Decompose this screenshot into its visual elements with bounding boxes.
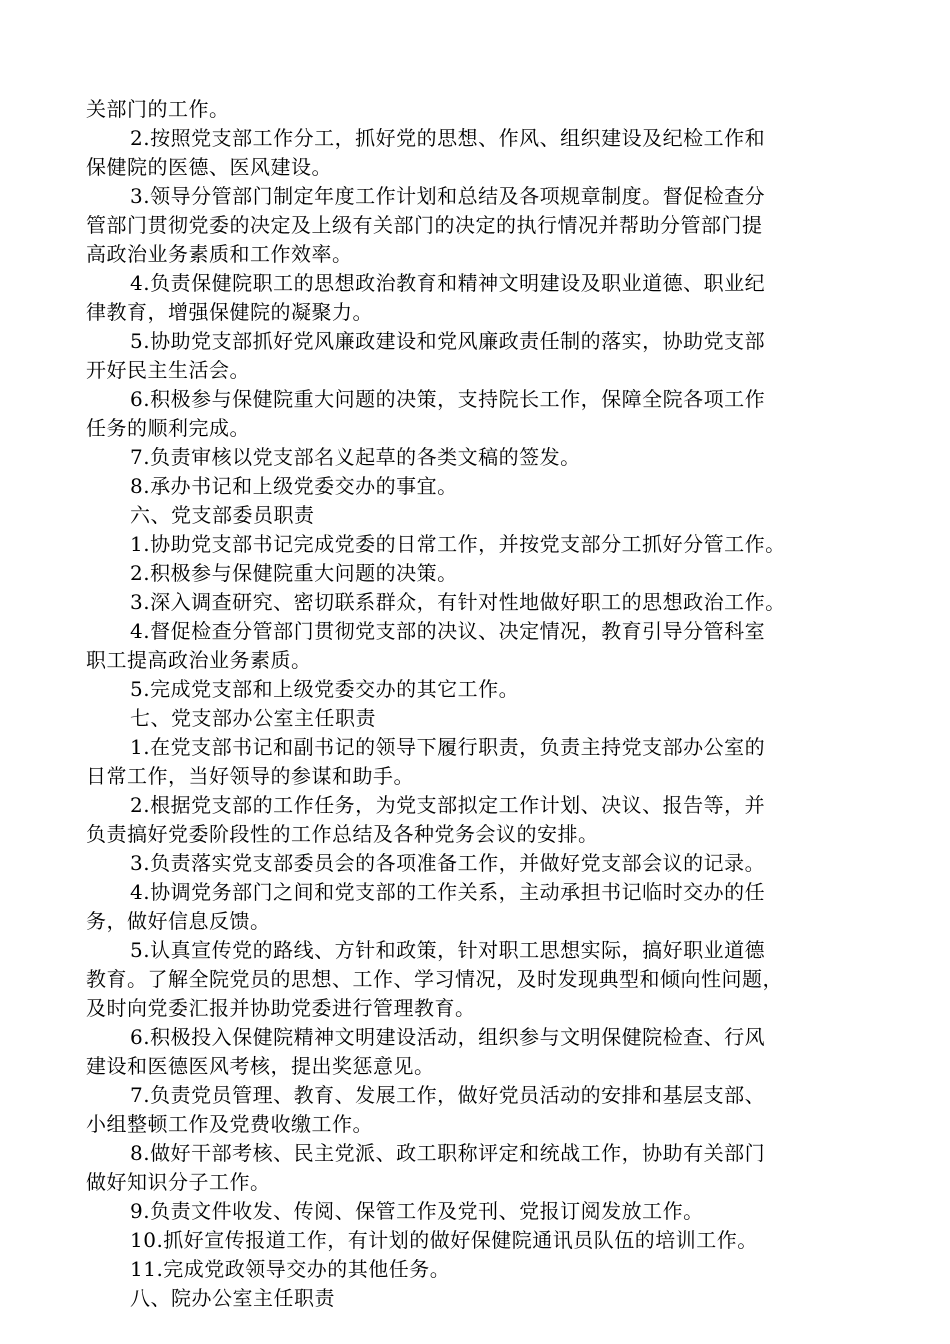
text-line: 3.深入调查研究、密切联系群众，有针对性地做好职工的思想政治工作。 (130, 590, 786, 614)
text-line: 7.负责审核以党支部名义起草的各类文稿的签发。 (130, 445, 581, 469)
document-body (86, 95, 886, 1313)
text-line: 开好民主生活会。 (86, 358, 250, 382)
text-line: 小组整顿工作及党费收缴工作。 (86, 1112, 373, 1136)
text-line: 1.协助党支部书记完成党委的日常工作，并按党支部分工抓好分管工作。 (130, 532, 786, 556)
text-line: 做好知识分子工作。 (86, 1170, 271, 1194)
text-line: 保健院的医德、医风建设。 (86, 155, 332, 179)
text-line: 务，做好信息反馈。 (86, 909, 271, 933)
text-line: 5.认真宣传党的路线、方针和政策，针对职工思想实际，搞好职业道德 (130, 938, 766, 962)
text-line: 日常工作，当好领导的参谋和助手。 (86, 764, 414, 788)
text-line: 8.承办书记和上级党委交办的事宜。 (130, 474, 458, 498)
text-line: 管部门贯彻党委的决定及上级有关部门的决定的执行情况并帮助分管部门提 (86, 213, 763, 237)
text-line: 3.负责落实党支部委员会的各项准备工作，并做好党支部会议的记录。 (130, 851, 766, 875)
text-line: 3.领导分管部门制定年度工作计划和总结及各项规章制度。督促检查分 (130, 184, 766, 208)
text-line: 高政治业务素质和工作效率。 (86, 242, 353, 266)
text-line: 6.积极投入保健院精神文明建设活动，组织参与文明保健院检查、行风 (130, 1025, 766, 1049)
text-line: 7.负责党员管理、教育、发展工作，做好党员活动的安排和基层支部、 (130, 1083, 766, 1107)
text-line: 9.负责文件收发、传阅、保管工作及党刊、党报订阅发放工作。 (130, 1199, 704, 1223)
text-line: 10.抓好宣传报道工作，有计划的做好保健院通讯员队伍的培训工作。 (130, 1228, 758, 1252)
text-line: 6.积极参与保健院重大问题的决策，支持院长工作，保障全院各项工作 (130, 387, 766, 411)
text-line: 4.负责保健院职工的思想政治教育和精神文明建设及职业道德、职业纪 (130, 271, 766, 295)
text-line: 任务的顺利完成。 (86, 416, 250, 440)
text-line: 5.协助党支部抓好党风廉政建设和党风廉政责任制的落实，协助党支部 (130, 329, 766, 353)
text-line: 2.积极参与保健院重大问题的决策。 (130, 561, 458, 585)
text-line: 七、党支部办公室主任职责 (130, 706, 376, 730)
text-line: 4.协调党务部门之间和党支部的工作关系，主动承担书记临时交办的任 (130, 880, 766, 904)
text-line: 八、院办公室主任职责 (130, 1286, 335, 1310)
text-line: 5.完成党支部和上级党委交办的其它工作。 (130, 677, 520, 701)
text-line: 8.做好干部考核、民主党派、政工职称评定和统战工作，协助有关部门 (130, 1141, 766, 1165)
text-line: 律教育，增强保健院的凝聚力。 (86, 300, 373, 324)
text-line: 2.根据党支部的工作任务，为党支部拟定工作计划、决议、报告等，并 (130, 793, 766, 817)
text-line: 负责搞好党委阶段性的工作总结及各种党务会议的安排。 (86, 822, 599, 846)
text-line: 职工提高政治业务素质。 (86, 648, 312, 672)
text-line: 建设和医德医风考核，提出奖惩意见。 (86, 1054, 435, 1078)
text-line: 2.按照党支部工作分工，抓好党的思想、作风、组织建设及纪检工作和 (130, 126, 766, 150)
text-line: 及时向党委汇报并协助党委进行管理教育。 (86, 996, 476, 1020)
text-line: 1.在党支部书记和副书记的领导下履行职责，负责主持党支部办公室的 (130, 735, 766, 759)
text-line: 教育。了解全院党员的思想、工作、学习情况，及时发现典型和倾向性问题， (86, 967, 783, 991)
text-line: 六、党支部委员职责 (130, 503, 315, 527)
text-line: 11.完成党政领导交办的其他任务。 (130, 1257, 451, 1281)
text-line: 关部门的工作。 (86, 97, 230, 121)
text-line: 4.督促检查分管部门贯彻党支部的决议、决定情况，教育引导分管科室 (130, 619, 766, 643)
